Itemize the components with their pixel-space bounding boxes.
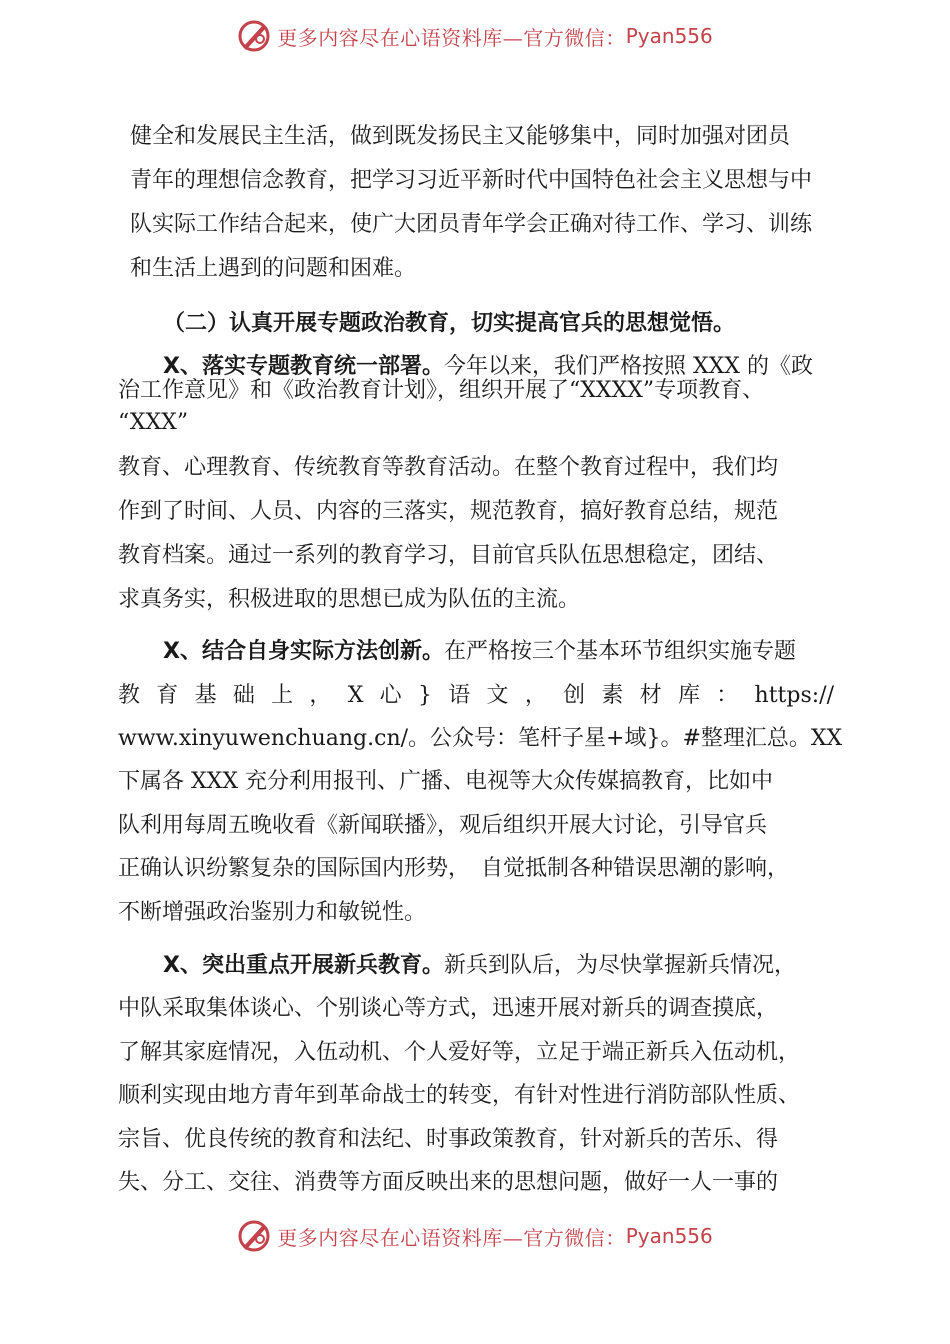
- p2-line-2: 治工作意见》和《政治教育计划》，组织开展了“XXXX”专项教育、: [118, 378, 765, 403]
- p2-line-7: 求真务实，积极进取的思想已成为队伍的主流。: [118, 587, 581, 612]
- p3-line-5: 队利用每周五晚收看《新闻联播》，观后组织开展大讨论，引导官兵: [118, 813, 768, 838]
- p1-line-2: 青年的理想信念教育，把学习习近平新时代中国特色社会主义思想与中: [130, 168, 813, 193]
- p4-line-3: 了解其家庭情况，入伍动机、个人爱好等，立足于端正新兵入伍动机，: [118, 1040, 801, 1065]
- p1-line-1: 健全和发展民主生活，做到既发扬民主又能够集中，同时加强对团员: [130, 124, 791, 149]
- pen-logo-icon: [237, 1219, 271, 1253]
- p3-line-6: 正确认识纷繁复杂的国际国内形势， 自觉抵制各种错误思潮的影响，: [118, 856, 790, 881]
- p3-line-1-text: 在严格按三个基本环节组织实施专题: [443, 639, 796, 664]
- p3-line-2: 教育基础上，X心}语文，创素材库：https://: [118, 683, 834, 708]
- banner-text: 更多内容尽在心语资料库—官方微信：: [277, 25, 626, 50]
- p3-line-1: [163, 637, 796, 667]
- pen-logo-icon: [237, 19, 271, 53]
- p4-line-1: [163, 951, 796, 981]
- p2-line-4: 教育、心理教育、传统教育等教育活动。在整个教育过程中，我们均: [118, 455, 779, 480]
- p3-line-4: 下属各 XXX 充分利用报刊、广播、电视等大众传媒搞教育，比如中: [118, 769, 773, 794]
- footer-banner: [0, 1216, 950, 1256]
- p1-line-4: 和生活上遇到的问题和困难。: [130, 256, 417, 281]
- p4-line-5: 宗旨、优良传统的教育和法纪、时事政策教育，针对新兵的苦乐、得: [118, 1127, 779, 1152]
- p2-line-1-text: 今年以来，我们严格按照 XXX 的《政: [443, 354, 813, 379]
- section-heading: （二）认真开展专题政治教育，切实提高官兵的思想觉悟。: [163, 311, 736, 336]
- p3-line-3: www.xinyuwenchuang.cn/。公众号：笔杆子星+域}。#整理汇总。XX: [118, 726, 843, 751]
- p4-lead: X、突出重点开展新兵教育。: [163, 953, 444, 978]
- banner-text: 更多内容尽在心语资料库—官方微信：: [277, 1225, 626, 1250]
- p4-line-4: 顺利实现由地方青年到革命战士的转变，有针对性进行消防部队性质、: [118, 1083, 801, 1108]
- p2-line-6: 教育档案。通过一系列的教育学习，目前官兵队伍思想稳定，团结、: [118, 543, 779, 568]
- p3-lead: X、结合自身实际方法创新。: [163, 639, 444, 664]
- p2-lead: X、落实专题教育统一部署。: [163, 354, 444, 379]
- p2-line-3: “XXX”: [118, 410, 189, 435]
- banner-wechat-id: Pyan556: [625, 1224, 713, 1248]
- p4-line-6: 失、分工、交往、消费等方面反映出来的思想问题，做好一人一事的: [118, 1170, 779, 1195]
- p4-line-2: 中队采取集体谈心、个别谈心等方式，迅速开展对新兵的调查摸底，: [118, 996, 779, 1021]
- banner-wechat-id: Pyan556: [625, 24, 713, 48]
- header-banner: [0, 16, 950, 56]
- p2-line-5: 作到了时间、人员、内容的三落实，规范教育，搞好教育总结，规范: [118, 499, 779, 524]
- p1-line-3: 队实际工作结合起来，使广大团员青年学会正确对待工作、学习、训练: [130, 212, 813, 237]
- p3-line-7: 不断增强政治鉴别力和敏锐性。: [118, 900, 427, 925]
- p4-line-1-text: 新兵到队后，为尽快掌握新兵情况，: [443, 953, 796, 978]
